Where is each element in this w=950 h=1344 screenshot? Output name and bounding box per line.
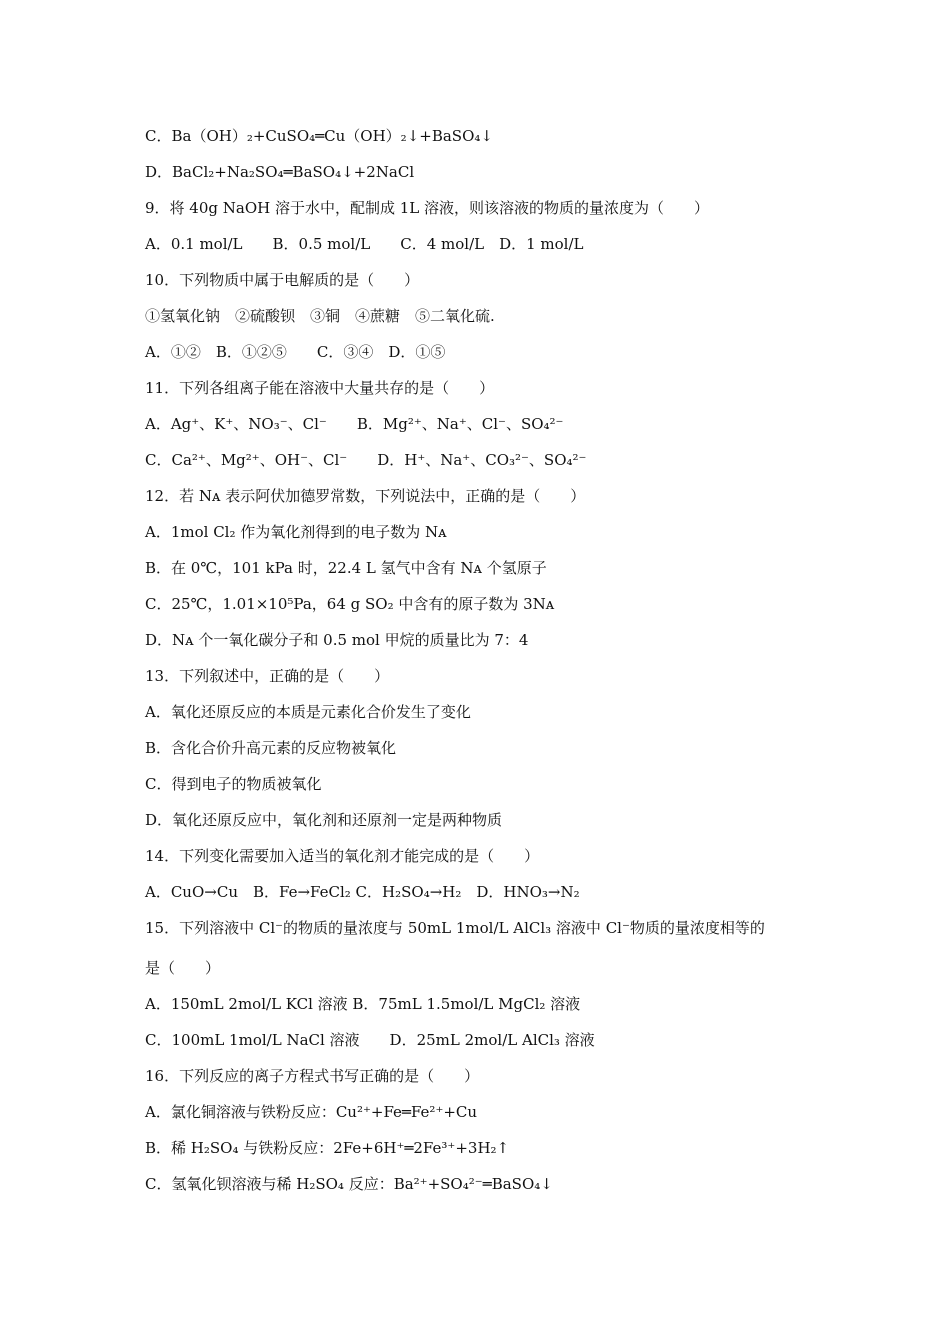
option-16a: A．氯化铜溶液与铁粉反应：Cu²⁺+Fe═Fe²⁺+Cu <box>145 1103 478 1121</box>
question-11: 11．下列各组离子能在溶液中大量共存的是（ ） <box>145 379 495 397</box>
question-13: 13．下列叙述中，正确的是（ ） <box>145 667 390 685</box>
question-10-items: ①氢氧化钠 ②硫酸钡 ③铜 ④蔗糖 ⑤二氧化硫. <box>145 307 495 325</box>
question-16: 16．下列反应的离子方程式书写正确的是（ ） <box>145 1067 480 1085</box>
options-11-cd: C．Ca²⁺、Mg²⁺、OH⁻、Cl⁻ D．H⁺、Na⁺、CO₃²⁻、SO₄²⁻ <box>145 451 587 469</box>
question-15: 15．下列溶液中 Cl⁻的物质的量浓度与 50mL 1mol/L AlCl₃ 溶液中 Cl⁻物质的量浓度相等的 <box>145 919 765 937</box>
question-9: 9．将 40g NaOH 溶于水中，配制成 1L 溶液，则该溶液的物质的量浓度为（ ） <box>145 199 710 217</box>
option-13b: B．含化合价升高元素的反应物被氧化 <box>145 739 397 757</box>
option-13d: D．氧化还原反应中，氧化剂和还原剂一定是两种物质 <box>145 811 503 829</box>
option-12a: A．1mol Cl₂ 作为氧化剂得到的电子数为 Nᴀ <box>145 523 447 541</box>
option-16b: B．稀 H₂SO₄ 与铁粉反应：2Fe+6H⁺═2Fe³⁺+3H₂↑ <box>145 1139 510 1157</box>
question-15-cont: 是（ ） <box>145 959 221 977</box>
options-9: A．0.1 mol/L B．0.5 mol/L C．4 mol/L D．1 mol/L <box>145 235 584 253</box>
option-12b: B．在 0℃，101 kPa 时，22.4 L 氢气中含有 Nᴀ 个氢原子 <box>145 559 547 577</box>
options-11-ab: A．Ag⁺、K⁺、NO₃⁻、Cl⁻ B．Mg²⁺、Na⁺、Cl⁻、SO₄²⁻ <box>145 415 564 433</box>
options-15-cd: C．100mL 1mol/L NaCl 溶液 D．25mL 2mol/L AlCl₃ 溶液 <box>145 1031 595 1049</box>
question-14: 14．下列变化需要加入适当的氧化剂才能完成的是（ ） <box>145 847 540 865</box>
option-13c: C．得到电子的物质被氧化 <box>145 775 322 793</box>
options-15-ab: A．150mL 2mol/L KCl 溶液 B．75mL 1.5mol/L MgCl₂ 溶液 <box>145 995 581 1013</box>
options-14: A．CuO→Cu B．Fe→FeCl₂ C．H₂SO₄→H₂ D．HNO₃→N₂ <box>145 883 580 901</box>
option-16c: C．氢氧化钡溶液与稀 H₂SO₄ 反应：Ba²⁺+SO₄²⁻═BaSO₄↓ <box>145 1175 553 1193</box>
option-8c: C．Ba（OH）₂+CuSO₄═Cu（OH）₂↓+BaSO₄↓ <box>145 127 493 145</box>
option-12d: D．Nᴀ 个一氧化碳分子和 0.5 mol 甲烷的质量比为 7：4 <box>145 631 529 649</box>
question-12: 12．若 Nᴀ 表示阿伏加德罗常数，下列说法中，正确的是（ ） <box>145 487 586 505</box>
option-8d: D．BaCl₂+Na₂SO₄═BaSO₄↓+2NaCl <box>145 163 415 181</box>
option-13a: A．氧化还原反应的本质是元素化合价发生了变化 <box>145 703 471 721</box>
question-10: 10．下列物质中属于电解质的是（ ） <box>145 271 420 289</box>
options-10: A．①② B．①②⑤ C．③④ D．①⑤ <box>145 343 446 361</box>
option-12c: C．25℃，1.01×10⁵Pa，64 g SO₂ 中含有的原子数为 3Nᴀ <box>145 595 555 613</box>
